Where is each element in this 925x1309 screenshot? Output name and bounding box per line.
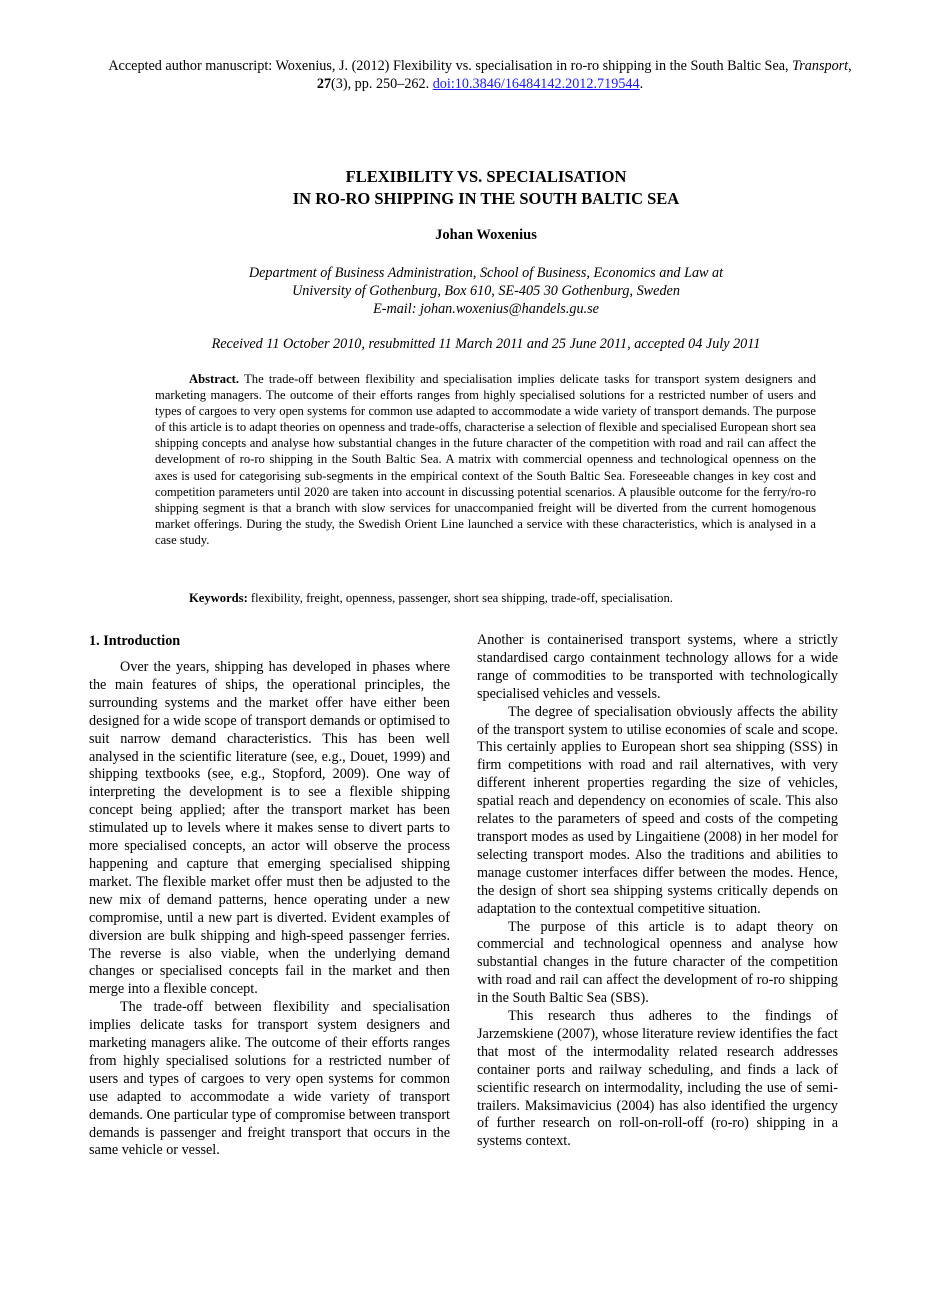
body-paragraph: The trade-off between flexibility and specialisation implies delicate tasks for transport system designers and marketing managers alike. The outcome of their efforts ranges from highly specialised solutions for a restricted number of users and types of cargoes to very open systems for common use adapted to accommodate a wide variety of transport demands. One particular type of compromise between transport demands is passenger and freight transport that occurs in the same vehicle or vessel. <box>89 999 450 1159</box>
section-heading: 1. Introduction <box>89 633 181 649</box>
body-paragraph: The degree of specialisation obviously affects the ability of the transport system to utilise economies of scale and scope. This certainly applies to European short sea shipping (SSS) in firm competitions with road and rail alternatives, with very different inherent properties regarding the size of vehicles, spatial reach and dependency on economies of scale. This also relates to the parameters of speed and costs of the competing transport modes as used by Lingaitiene (2008) in her model for selecting transport modes. Also the traditions and abilities to manage customer interfaces differ between the modes. Hence, the design of short sea shipping systems critically depends on adaptation to the contextual competitive situation. <box>477 703 838 917</box>
abstract <box>155 371 816 548</box>
citation-journal: Transport, <box>792 58 852 74</box>
doi-link[interactable]: doi:10.3846/16484142.2012.719544 <box>432 76 640 92</box>
author-name: Johan Woxenius <box>435 227 537 243</box>
abstract-text: The trade-off between flexibility and specialisation implies delicate tasks for transport system designers and marketing managers. The outcome of their efforts ranges from highly specialised solutions for a restricted number of users and types of cargoes to very open systems for common use adapted to accommodate a wide variety of transport demands. The purpose of this article is to adapt theories on openness and trade-offs, characterise a selection of flexible and specialised European short sea shipping concepts and analyse how substantial changes in the future character of the competition with road and rail can affect the development of ro-ro shipping in the South Baltic Sea. A matrix with commercial openness and technological openness on the axes is used for categorising sub-segments in the empirical context of the South Baltic Sea. Foreseeable changes in key cost and competition parameters until 2020 are taken into account in discussing potential scenarios. A plausible outcome for the ferry/ro-ro shipping segment is that a branch with slow services for unaccompanied freight will be diverted from the current homogenous market offerings. During the study, the Swedish Orient Line launched a service with these characteristics, which is analysed in a case study. <box>155 372 817 547</box>
citation-issue-pages: (3), pp. 250–262. <box>331 76 433 92</box>
body-paragraph-continued: Another is containerised transport systems, where a strictly standardised cargo containment technology allows for a wide range of commodities to be transported with technologically specialised vehicles and vessels. <box>477 632 838 702</box>
citation-volume: 27 <box>316 76 332 92</box>
title-line-1: FLEXIBILITY VS. SPECIALISATION <box>345 167 627 186</box>
affiliation-line-1: Department of Business Administration, School of Business, Economics and Law at <box>248 265 724 281</box>
received-dates: Received 11 October 2010, resubmitted 11 March 2011 and 25 June 2011, accepted 04 July 2011 <box>211 336 761 352</box>
body-paragraph: This research thus adheres to the findings of Jarzemskiene (2007), whose literature review identifies the fact that most of the intermodality related research addresses container ports and railway scheduling, and finds a lack of scientific research on intermodality, including the use of semi-trailers. Maksimavicius (2004) has also identified the urgency of further research on roll-on-roll-off (ro-ro) shipping in a systems context. <box>477 1008 838 1150</box>
left-column <box>89 632 450 1160</box>
abstract-label: Abstract. <box>189 372 240 386</box>
citation-end: . <box>639 76 644 92</box>
affiliation-email: E-mail: johan.woxenius@handels.gu.se <box>373 301 599 317</box>
citation-note <box>100 57 860 93</box>
affiliation-line-2: University of Gothenburg, Box 610, SE-405 30 Gothenburg, Sweden <box>292 283 680 299</box>
keywords <box>155 590 816 606</box>
body-paragraph: The purpose of this article is to adapt theory on commercial and technological openness and analyse how substantial changes in the future character of the competition with road and rail can affect the development of ro-ro shipping in the South Baltic Sea (SBS). <box>477 918 838 1007</box>
body-paragraph: Over the years, shipping has developed in phases where the main features of ships, the operational principles, the surrounding systems and the market offer have either been designed for a wide scope of transport demands or optimised to suit narrow demand characteristics. This has been well analysed in the scientific literature (see, e.g., Douet, 1999) and shipping textbooks (see, e.g., Stopford, 2009). One way of interpreting the development is to see a flexible shipping concept being applied; after the transport market has been stimulated up to levels where it makes sense to divert parts to more specialised concepts, an actor will observe the process happening and capture that emerging specialised shipping market. The flexible market offer must then be adjusted to the new mix of demand patterns, hence operating under a new compromise, until a new part is diverted. Evident examples of diversion are bulk shipping and high-speed passenger ferries. The reverse is also viable, when the underlying demand changes or specialised concepts fail in the market and then merge into a flexible concept. <box>89 659 450 998</box>
keywords-label: Keywords: <box>189 591 248 605</box>
citation-prefix: Accepted author manuscript: Woxenius, J. (2012) Flexibility vs. specialisation in ro-ro shipping in the South Baltic Sea, <box>108 58 793 74</box>
affiliation <box>100 264 872 318</box>
right-column <box>477 632 838 1151</box>
keywords-text: flexibility, freight, openness, passenger, short sea shipping, trade-off, specialisation. <box>250 591 673 605</box>
title-line-2: IN RO-RO SHIPPING IN THE SOUTH BALTIC SEA <box>292 189 680 208</box>
paper-title <box>100 166 872 210</box>
